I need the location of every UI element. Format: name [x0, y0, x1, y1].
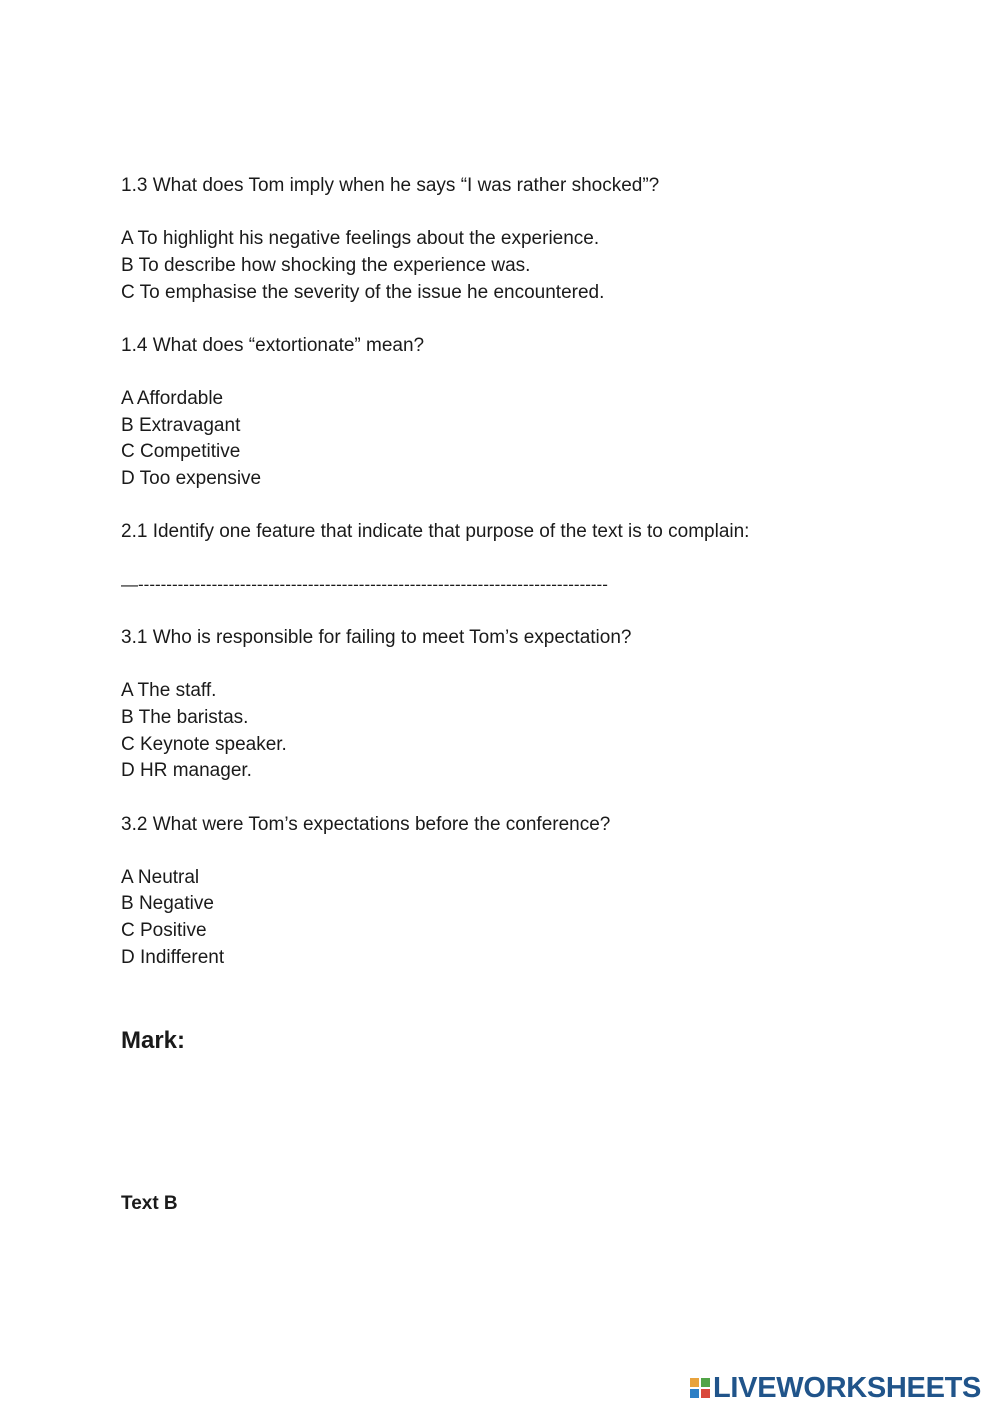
option-d[interactable]: D Indifferent: [121, 947, 225, 968]
question-3-1: 3.1 Who is responsible for failing to meet Tom’s expectation?: [121, 627, 632, 648]
answer-line-2-1[interactable]: —-----------------------------------------------------------------------------------: [121, 575, 608, 594]
liveworksheets-logo: [690, 1373, 981, 1403]
mark-heading: Mark:: [121, 1027, 186, 1054]
logo-text: LIVEWORKSHEETS: [713, 1372, 982, 1404]
option-c[interactable]: C Positive: [121, 920, 207, 941]
option-b[interactable]: B To describe how shocking the experience was.: [121, 255, 531, 276]
option-a[interactable]: A To highlight his negative feelings about the experience.: [121, 228, 600, 249]
question-1-4: 1.4 What does “extortionate” mean?: [121, 335, 425, 356]
option-c[interactable]: C Keynote speaker.: [121, 734, 287, 755]
option-b[interactable]: B Extravagant: [121, 415, 241, 436]
question-1-3: 1.3 What does Tom imply when he says “I was rather shocked”?: [121, 175, 660, 196]
question-2-1: 2.1 Identify one feature that indicate that purpose of the text is to complain:: [121, 521, 750, 542]
option-c[interactable]: C Competitive: [121, 441, 241, 462]
option-a[interactable]: A Neutral: [121, 867, 200, 888]
text-b-heading: Text B: [121, 1193, 178, 1214]
option-a[interactable]: A Affordable: [121, 388, 224, 409]
option-a[interactable]: A The staff.: [121, 680, 217, 701]
option-b[interactable]: B Negative: [121, 893, 214, 914]
question-3-2: 3.2 What were Tom’s expectations before the conference?: [121, 814, 611, 835]
option-c[interactable]: C To emphasise the severity of the issue he encountered.: [121, 282, 605, 303]
option-d[interactable]: D Too expensive: [121, 468, 262, 489]
liveworksheets-logo-icon: [690, 1378, 710, 1398]
option-d[interactable]: D HR manager.: [121, 760, 252, 781]
option-b[interactable]: B The baristas.: [121, 707, 249, 728]
